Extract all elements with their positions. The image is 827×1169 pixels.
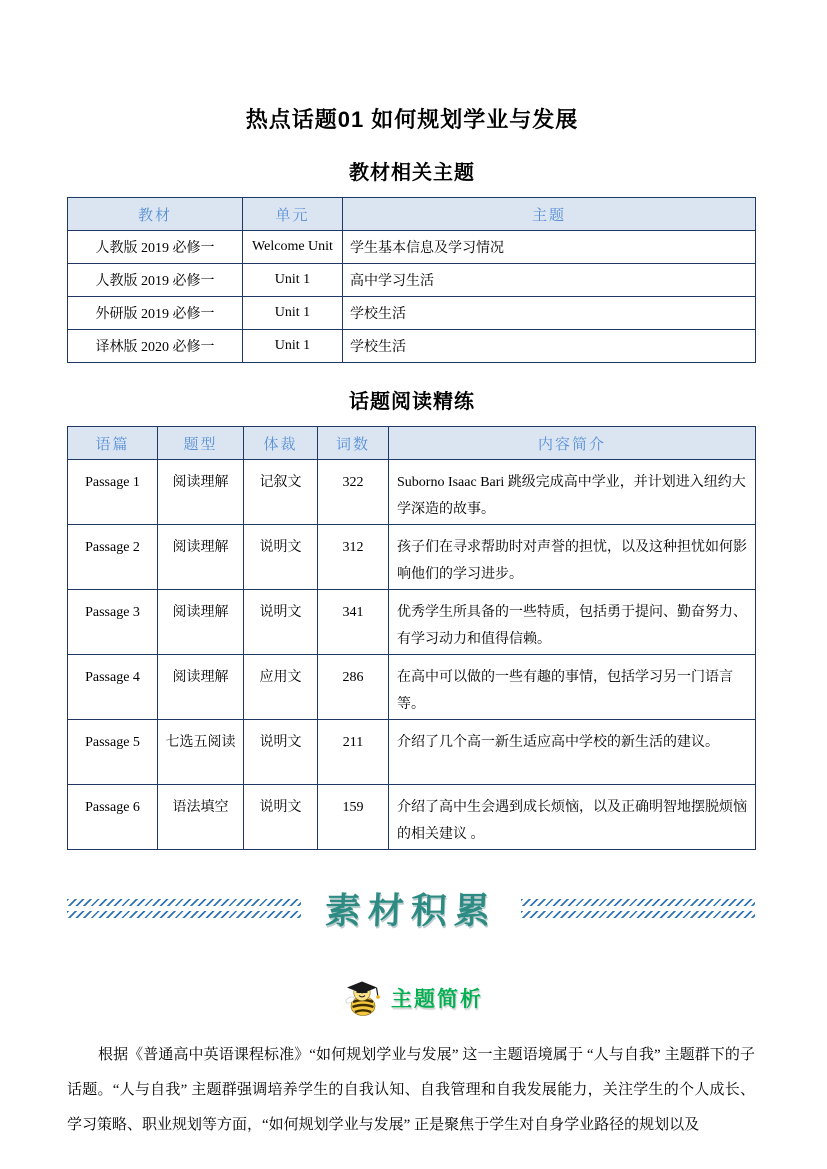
table-cell: 学生基本信息及学习情况	[343, 231, 756, 264]
analysis-header	[67, 978, 757, 1018]
table-header-cell: 教材	[68, 198, 243, 231]
table-cell: Passage 4	[68, 655, 158, 720]
table-cell: 优秀学生所具备的一些特质，包括勇于提问、勤奋努力、有学习动力和值得信赖。	[389, 590, 756, 655]
table-row	[68, 525, 756, 590]
table-cell: 322	[318, 460, 389, 525]
table-cell: Passage 1	[68, 460, 158, 525]
graduate-bee-icon	[341, 978, 383, 1018]
table-cell: Passage 2	[68, 525, 158, 590]
table-row	[68, 330, 756, 363]
table-cell: 语法填空	[158, 785, 244, 850]
table-header-row	[68, 198, 756, 231]
table-cell: Suborno Isaac Bari 跳级完成高中学业，并计划进入纽约大学深造的故事。	[389, 460, 756, 525]
table-cell: 人教版 2019 必修一	[68, 231, 243, 264]
table-header-cell: 语篇	[68, 427, 158, 460]
table-header-cell: 主题	[343, 198, 756, 231]
table-cell: 高中学习生活	[343, 264, 756, 297]
section-title-textbook: 教材相关主题	[349, 162, 475, 184]
page-title: 热点话题01 如何规划学业与发展	[245, 107, 579, 132]
table-row	[68, 460, 756, 525]
table-cell: 介绍了高中生会遇到成长烦恼，以及正确明智地摆脱烦恼的相关建议 。	[389, 785, 756, 850]
material-banner	[67, 882, 755, 934]
table-cell: 312	[318, 525, 389, 590]
analysis-label: 主题简析	[391, 988, 483, 1011]
textbook-table	[67, 197, 756, 363]
table-row	[68, 590, 756, 655]
table-cell: 211	[318, 720, 389, 785]
table-cell: 说明文	[244, 720, 318, 785]
table-row	[68, 785, 756, 850]
table-cell: Unit 1	[243, 297, 343, 330]
table-cell: 应用文	[244, 655, 318, 720]
table-header-cell: 词数	[318, 427, 389, 460]
table-cell: 阅读理解	[158, 460, 244, 525]
table-header-cell: 体裁	[244, 427, 318, 460]
table-cell: 阅读理解	[158, 525, 244, 590]
table-cell: 说明文	[244, 590, 318, 655]
table-cell: 孩子们在寻求帮助时对声誉的担忧，以及这种担忧如何影响他们的学习进步。	[389, 525, 756, 590]
table-row	[68, 297, 756, 330]
table-cell: Passage 5	[68, 720, 158, 785]
table-cell: 在高中可以做的一些有趣的事情，包括学习另一门语言等。	[389, 655, 756, 720]
decorative-hatch-right	[521, 899, 755, 918]
table-cell: 说明文	[244, 525, 318, 590]
table-cell: Unit 1	[243, 264, 343, 297]
table-cell: Passage 3	[68, 590, 158, 655]
passages-table	[67, 426, 756, 850]
table-cell: 159	[318, 785, 389, 850]
table-cell: 学校生活	[343, 330, 756, 363]
section-title-reading: 话题阅读精练	[349, 391, 475, 413]
table-cell: 外研版 2019 必修一	[68, 297, 243, 330]
table-cell: 七选五阅读	[158, 720, 244, 785]
table-cell: Unit 1	[243, 330, 343, 363]
table-cell: Passage 6	[68, 785, 158, 850]
table-cell: 阅读理解	[158, 655, 244, 720]
table-cell: 人教版 2019 必修一	[68, 264, 243, 297]
table-cell: 学校生活	[343, 297, 756, 330]
table-row	[68, 264, 756, 297]
table-cell: 阅读理解	[158, 590, 244, 655]
table-cell: 286	[318, 655, 389, 720]
table-header-cell: 题型	[158, 427, 244, 460]
table-cell: 译林版 2020 必修一	[68, 330, 243, 363]
table-header-row	[68, 427, 756, 460]
table-cell: 记叙文	[244, 460, 318, 525]
table-header-cell: 单元	[243, 198, 343, 231]
table-row	[68, 720, 756, 785]
table-cell: Welcome Unit	[243, 231, 343, 264]
table-cell: 341	[318, 590, 389, 655]
table-cell: 说明文	[244, 785, 318, 850]
intro-paragraph: 根据《普通高中英语课程标准》“如何规划学业与发展” 这一主题语境属于 “人与自我” 主题群下的子话题。“人与自我” 主题群强调培养学生的自我认知、自我管理和自我发展能力，关注学生的个人成长、学习策略、职业规划等方面，“如何规划学业与发展” 正是聚焦于学生对自身学业路径的规划以及	[67, 1047, 755, 1133]
table-cell: 介绍了几个高一新生适应高中学校的新生活的建议。	[389, 720, 756, 785]
material-banner-title: 素材积累	[324, 889, 498, 931]
table-header-cell: 内容简介	[389, 427, 756, 460]
table-row	[68, 655, 756, 720]
table-row	[68, 231, 756, 264]
decorative-hatch-left	[67, 899, 301, 918]
